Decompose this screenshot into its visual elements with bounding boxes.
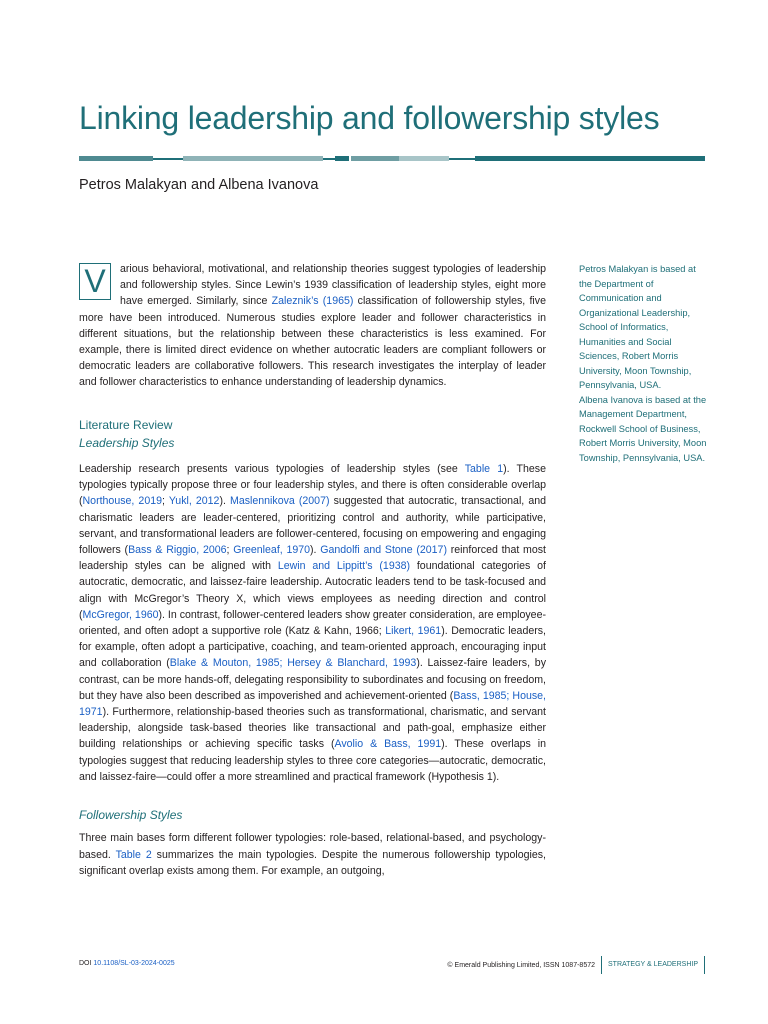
publisher-info: © Emerald Publishing Limited, ISSN 1087-8572 — [447, 961, 595, 969]
citation-link[interactable]: Bass, 1985; House, 1971 — [79, 689, 546, 719]
citation-link[interactable]: McGregor, 1960 — [82, 608, 159, 621]
intro-paragraph: V arious behavioral, motivational, and relationship theories suggest typologies of leadership and followership styles. Since Lewin’s 1939 classification of leadership styles, eight more have emerged. Similarly, since Zaleznik’s (1965) classification of followership styles, five more have been introduced. Numerous studies explore leader and follower characteristics in different situations, but the relationship between these characteristics is less examined. For example, there is limited direct evidence on whether autocratic leaders are compliant followers or democratic leaders are collaborative followers. This research investigates the interplay of leader and follower characteristics to enhance understanding of leadership dynamics. — [79, 263, 546, 389]
table-link[interactable]: Table 1 — [464, 463, 504, 476]
citation-link[interactable]: Gandolfi and Stone (2017) — [320, 544, 447, 557]
article-title: Linking leadership and followership styles — [79, 100, 660, 136]
affiliation-note: Albena Ivanova is based at the Management Department, Rockwell School of Business, Robert Morris University, Moon Township, Pennsylvania, USA. — [579, 394, 707, 463]
citation-link[interactable]: Yukl, 2012 — [168, 495, 220, 508]
author-affiliations — [579, 262, 709, 465]
subsection-heading-leadership: Leadership Styles — [79, 435, 175, 450]
main-column — [79, 261, 546, 879]
journal-name: STRATEGY & LEADERSHIP — [601, 956, 705, 974]
citation-link[interactable]: Bass & Riggio, 2006 — [128, 544, 227, 557]
citation-link[interactable]: Likert, 1961 — [385, 625, 442, 638]
table-link[interactable]: Table 2 — [115, 848, 152, 861]
citation-link[interactable]: Northouse, 2019 — [82, 495, 162, 508]
citation-link[interactable]: Zaleznik’s (1965) — [271, 295, 354, 308]
title-rule — [79, 155, 705, 163]
citation-link[interactable]: Lewin and Lippitt’s (1938) — [277, 560, 411, 573]
subsection-heading-followership: Followership Styles — [79, 808, 183, 823]
affiliation-note: Petros Malakyan is based at the Department of Communication and Organizational Leadership, School of Informatics, Humanities and Social Sciences, Robert Morris University, Moon Township, Pennsylvania, USA. — [579, 264, 696, 390]
citation-link[interactable]: Maslennikova (2007) — [230, 495, 330, 508]
footer-right — [447, 956, 705, 974]
section-heading: Literature Review — [79, 417, 173, 432]
citation-link[interactable]: Greenleaf, 1970 — [233, 544, 311, 557]
doi-link[interactable]: 10.1108/SL-03-2024-0025 — [93, 960, 175, 967]
citation-link[interactable]: Avolio & Bass, 1991 — [334, 738, 442, 751]
drop-cap: V — [79, 263, 111, 300]
page-footer — [79, 956, 705, 976]
citation-link[interactable]: Blake & Mouton, 1985; Hersey & Blanchard, 1993 — [169, 657, 417, 670]
doi: DOI 10.1108/SL-03-2024-0025 — [79, 960, 175, 967]
article-authors: Petros Malakyan and Albena Ivanova — [79, 177, 319, 193]
followership-styles-paragraph: Three main bases form different follower typologies: role-based, relational-based, and psychology-based. Table 2 summarizes the main typologies. Despite the numerous followership typologies, significant overlap exists among them. For example, an outgoing, — [79, 832, 546, 877]
leadership-styles-paragraph: Leadership research presents various typologies of leadership styles (see Table 1). These typologies typically propose three or four leadership styles, and there is often considerable overlap (Northouse, 2019; Yukl, 2012). Maslennikova (2007) suggested that autocratic, transactional, and charismatic leaders are leader-centered, prioritizing control and authority, while participative, servant, and transformational leaders are follower-centered, focusing on empowering and engaging followers (Bass & Riggio, 2006; Greenleaf, 1970). Gandolfi and Stone (2017) reinforced that most leadership styles can be aligned with Lewin and Lippitt’s (1938) foundational categories of autocratic, democratic, and laissez-faire leadership. Autocratic leaders tend to be task-focused and align with McGregor’s Theory X, which views employees as needing direction and control (McGregor, 1960). In contrast, follower-centered leaders show greater consideration, are employee-oriented, and often adopt a supportive role (Katz & Kahn, 1966; Likert, 1961). Democratic leaders, for example, often adopt a participative, coaching, and team-oriented approach, encouraging input and collaboration (Blake & Mouton, 1985; Hersey & Blanchard, 1993). Laissez-faire leaders, by contrast, can be more hands-off, delegating responsibility to subordinates and focusing on freedom, but they have also been described as impoverished and achievement-oriented (Bass, 1985; House, 1971). Furthermore, relationship-based theories such as transformational, charismatic, and servant leadership, alongside task-based theories like transactional and path-goal, emphasize either building relationships or achieving specific tasks (Avolio & Bass, 1991). These overlaps in typologies suggest that reducing leadership styles to three core categories—autocratic, democratic, and laissez-faire—could offer a more streamlined and practical framework (Hypothesis 1). — [79, 463, 546, 783]
